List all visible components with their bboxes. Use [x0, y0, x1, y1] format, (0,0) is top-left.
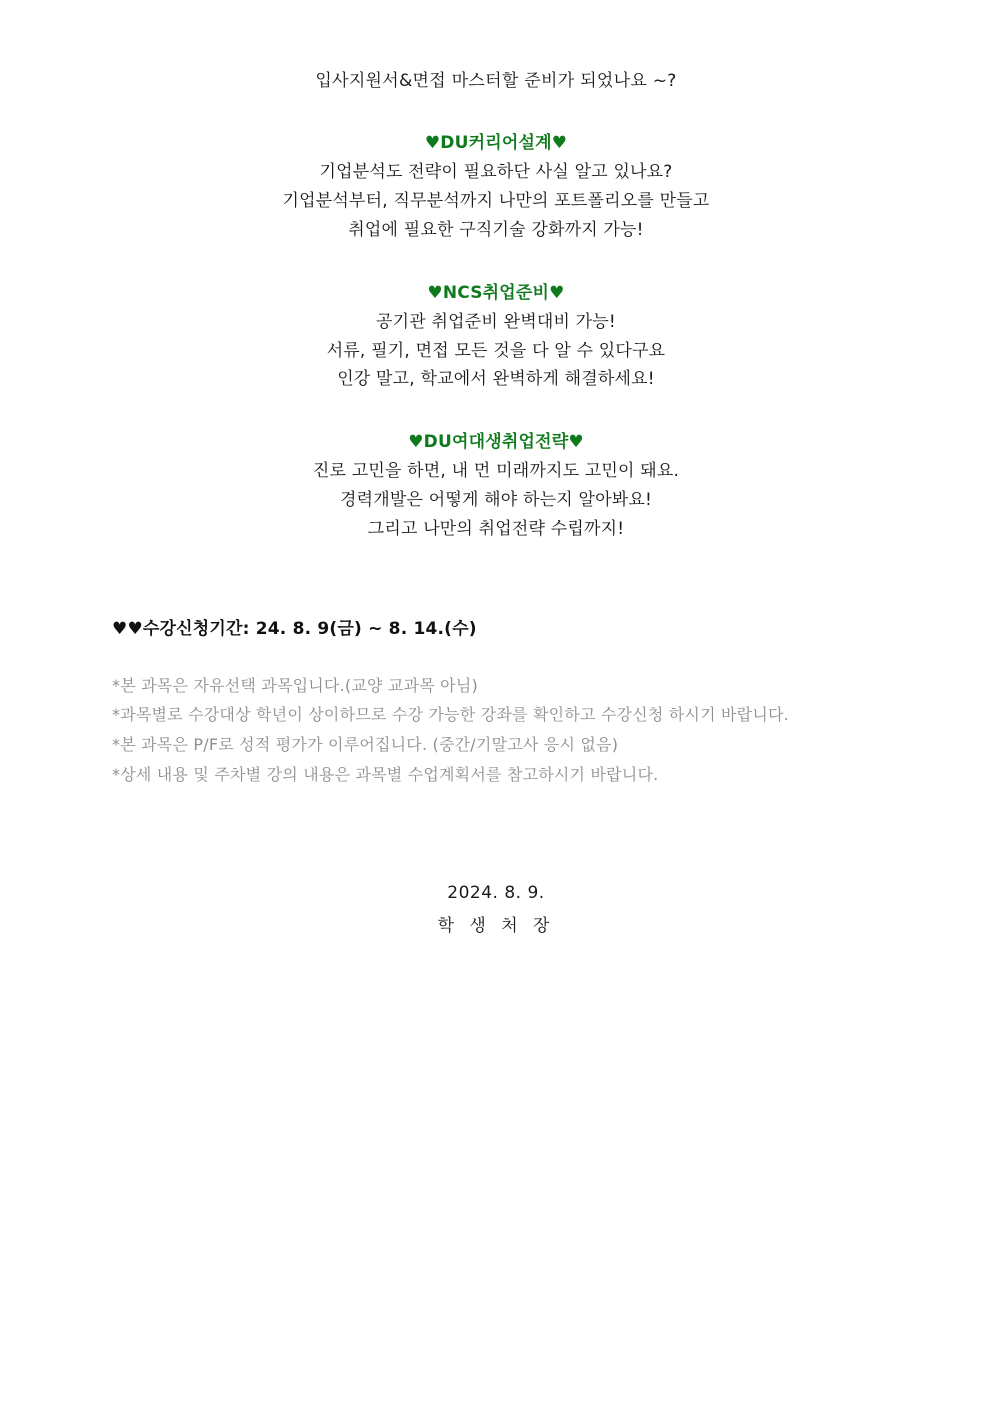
heart-icon: ♥: [127, 618, 143, 639]
registration-period-text: 수강신청기간: 24. 8. 9(금) ~ 8. 14.(수): [142, 618, 477, 639]
signature-date: 2024. 8. 9.: [447, 883, 545, 904]
note-item: *상세 내용 및 주차별 강의 내용은 과목별 수업계획서를 참고하시기 바랍니다.: [112, 764, 659, 784]
section-title: [0, 279, 992, 308]
section-line: 공기관 취업준비 완벽대비 가능!: [376, 311, 616, 332]
section-title-text: DU커리어설계: [440, 133, 552, 154]
heart-icon: ♥: [112, 618, 128, 639]
section-line: 그리고 나만의 취업전략 수립까지!: [367, 518, 625, 539]
section-line: 경력개발은 어떻게 해야 하는지 알아봐요!: [339, 490, 652, 511]
section-line: 취업에 필요한 구직기술 강화까지 가능!: [348, 219, 644, 240]
section-career-design: [0, 129, 992, 245]
section-title-text: DU여대생취업전략: [423, 432, 569, 453]
signature-block: [0, 877, 992, 942]
heart-icon: ♥: [568, 432, 584, 453]
heart-icon: ♥: [424, 133, 441, 154]
signature-name: 학 생 처 장: [437, 915, 555, 936]
section-women-strategy: [0, 428, 992, 544]
heart-icon: ♥: [427, 282, 443, 303]
heart-icon: ♥: [549, 282, 565, 303]
note-item: *본 과목은 P/F로 성적 평가가 이루어집니다. (중간/기말고사 응시 없음): [112, 735, 619, 755]
note-item: *본 과목은 자유선택 과목입니다.(교양 교과목 아님): [112, 675, 478, 695]
heart-icon: ♥: [408, 432, 424, 453]
section-title: [0, 129, 992, 158]
section-line: 기업분석부터, 직무분석까지 나만의 포트폴리오를 만들고: [282, 190, 710, 211]
section-line: 인강 말고, 학교에서 완벽하게 해결하세요!: [337, 369, 655, 390]
section-title-text: NCS취업준비: [442, 282, 550, 303]
section-line: 기업분석도 전략이 필요하단 사실 알고 있나요?: [319, 162, 673, 183]
section-title: [0, 428, 992, 457]
note-item: *과목별로 수강대상 학년이 상이하므로 수강 가능한 강좌를 확인하고 수강신청 하시기 바랍니다.: [112, 705, 789, 725]
registration-period: [0, 614, 992, 639]
heart-icon: ♥: [551, 133, 568, 154]
section-line: 진로 고민을 하면, 내 먼 미래까지도 고민이 돼요.: [312, 461, 680, 482]
section-ncs-prep: [0, 279, 992, 395]
notes-list: [0, 671, 992, 789]
intro-line: 입사지원서&면접 마스터할 준비가 되었나요 ~?: [315, 71, 677, 91]
section-line: 서류, 필기, 면접 모든 것을 다 알 수 있다구요: [326, 340, 666, 361]
